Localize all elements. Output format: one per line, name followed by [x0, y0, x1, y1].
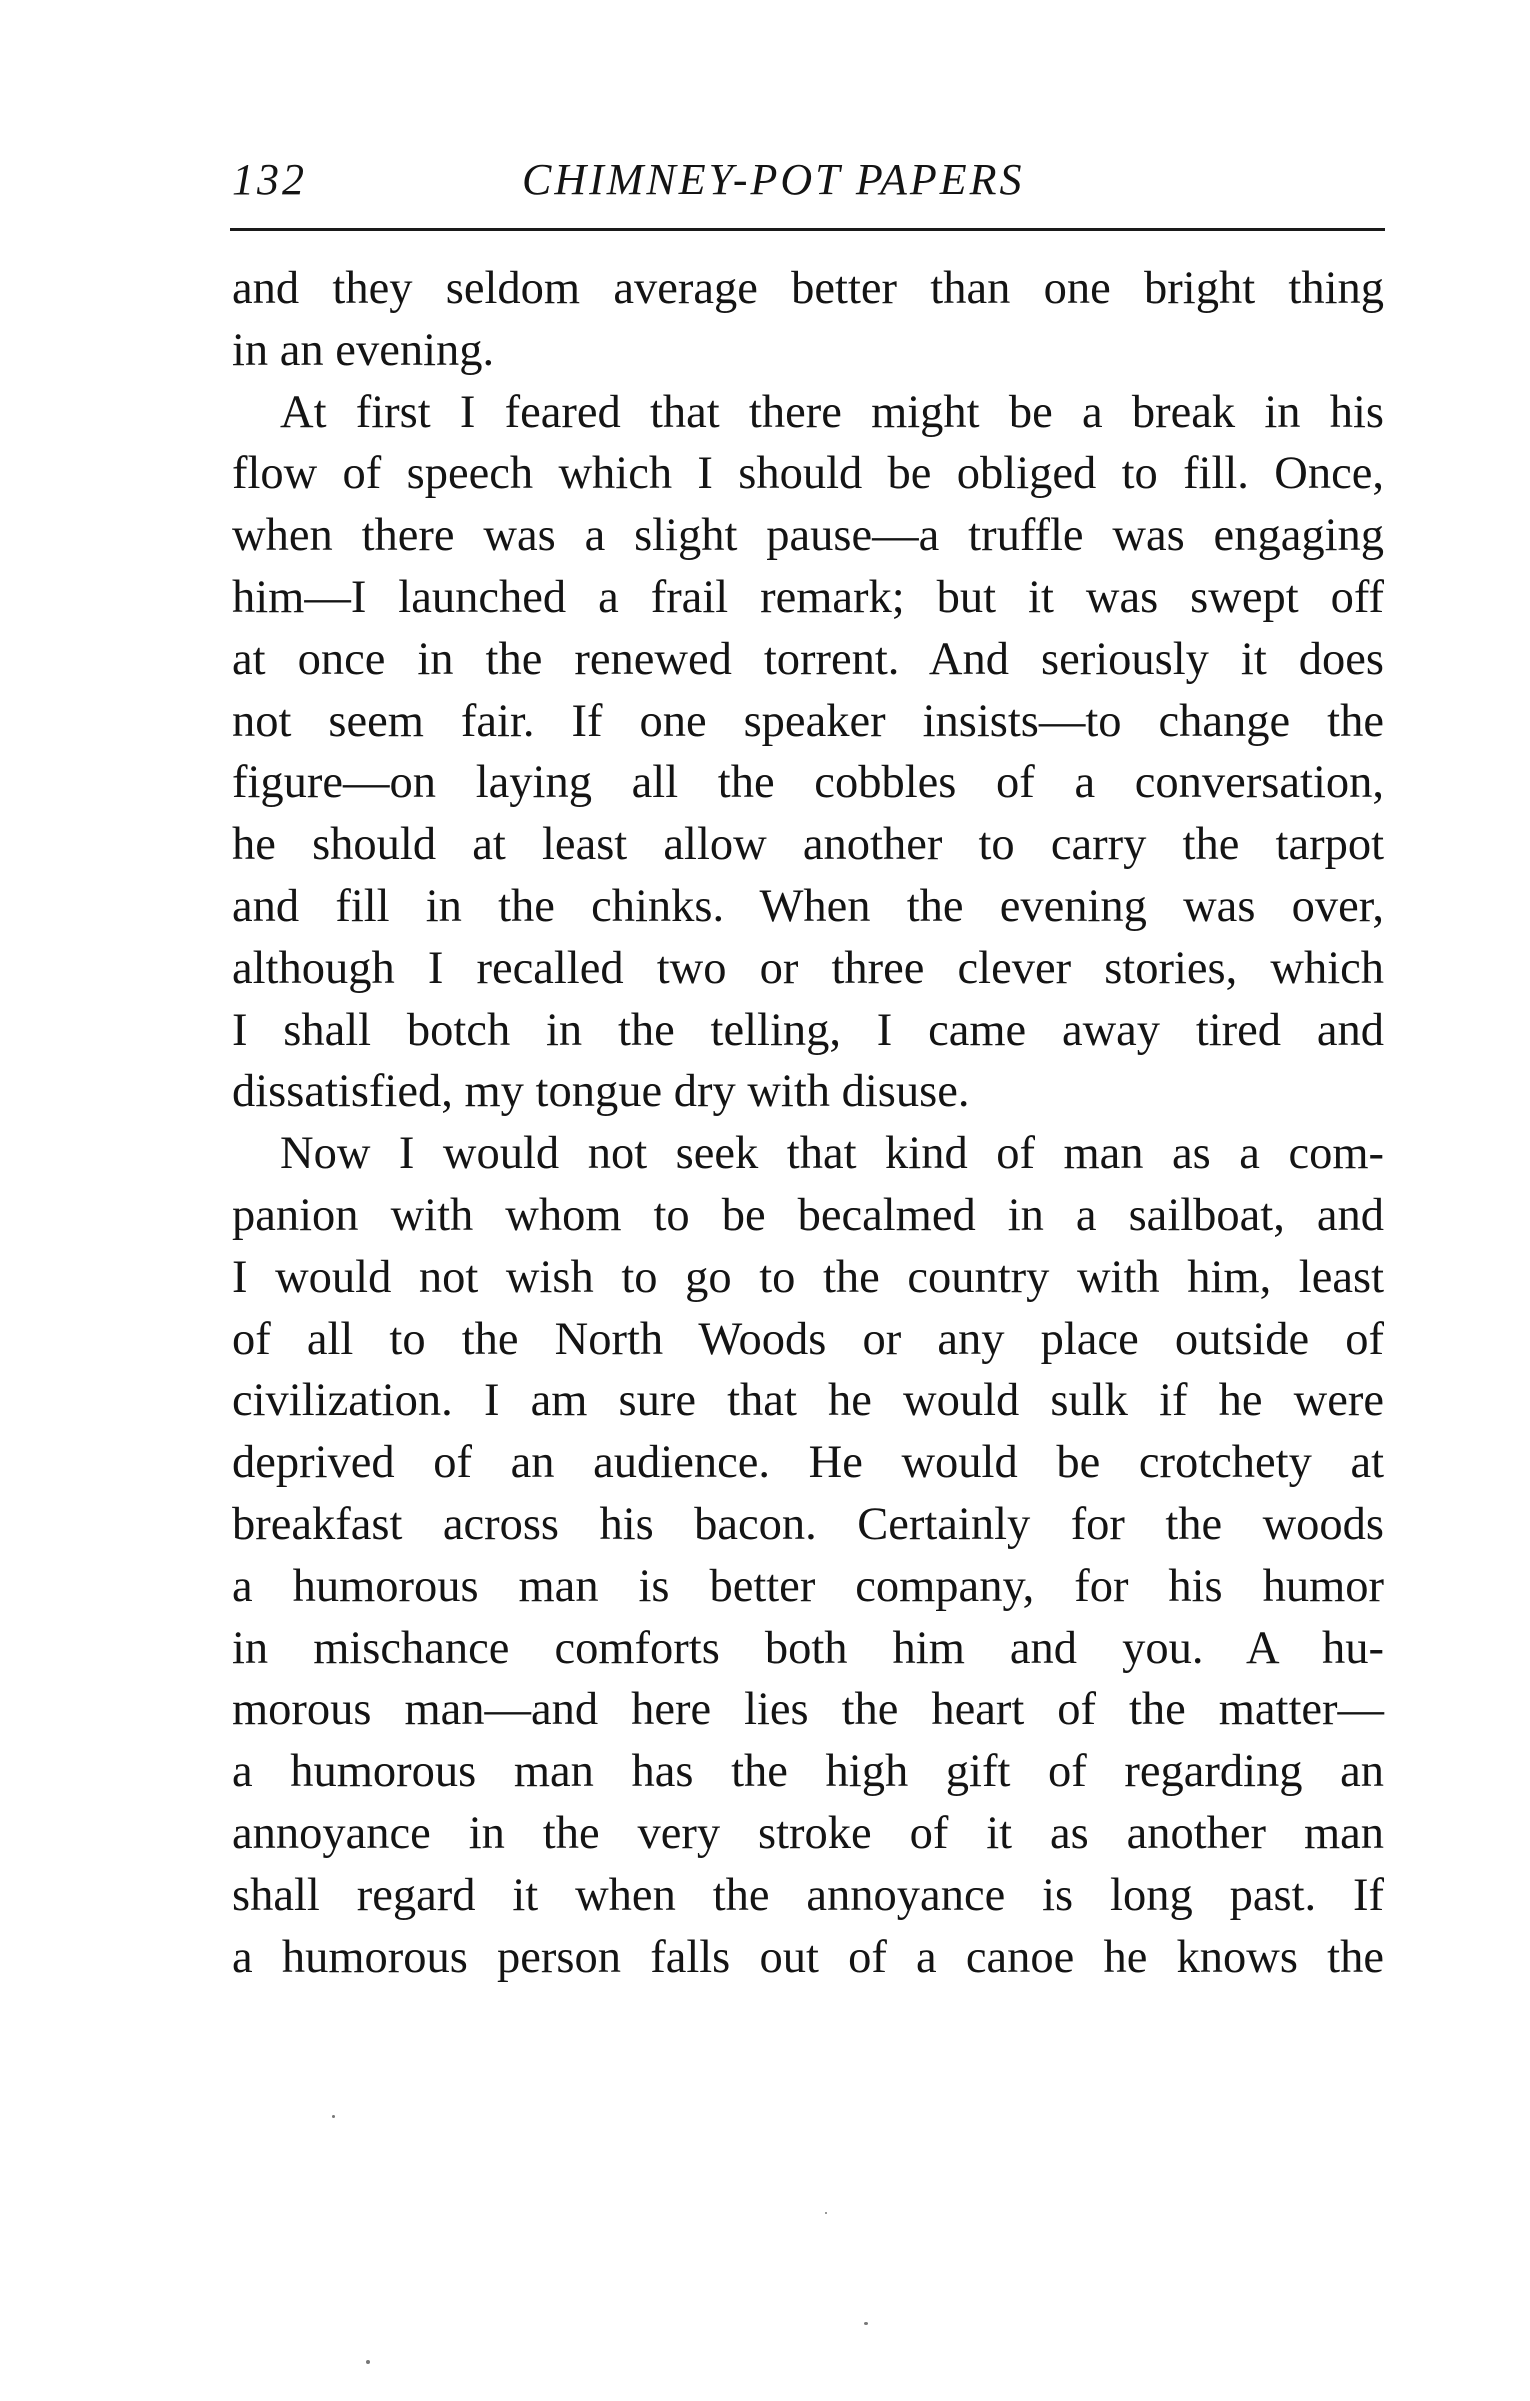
text-line: although I recalled two or three clever stories, which [232, 942, 1384, 994]
text-line: a humorous person falls out of a canoe he knows the [232, 1931, 1384, 1983]
text-line: breakfast across his bacon. Certainly for the woods [232, 1498, 1384, 1550]
speck [864, 2322, 868, 2325]
text-line: a humorous man is better company, for his humor [232, 1560, 1384, 1612]
text-line: civilization. I am sure that he would sulk if he were [232, 1375, 1384, 1427]
text-line: morous man—and here lies the heart of the matter— [232, 1684, 1384, 1736]
text-line: a humorous man has the high gift of regarding an [232, 1746, 1384, 1798]
text-line: he should at least allow another to carry the tarpot [232, 819, 1384, 871]
text-line: in an evening. [232, 324, 495, 376]
text-line: at once in the renewed torrent. And seriously it does [232, 633, 1384, 685]
header-rule [230, 228, 1385, 231]
text-line: him—I launched a frail remark; but it was swept off [232, 571, 1384, 623]
text-line: panion with whom to be becalmed in a sailboat, and [232, 1189, 1384, 1241]
running-head [232, 154, 1382, 214]
text-line: not seem fair. If one speaker insists—to change the [232, 695, 1384, 747]
speck [825, 2212, 827, 2214]
text-line: and they seldom average better than one bright thing [232, 263, 1384, 314]
text-line: figure—on laying all the cobbles of a conversation, [232, 757, 1384, 809]
body-text [232, 258, 1384, 1988]
text-line: when there was a slight pause—a truffle was engaging [232, 510, 1384, 562]
text-line: I shall botch in the telling, I came away tired and [232, 1004, 1384, 1056]
text-line: Now I would not seek that kind of man as a com- [280, 1128, 1384, 1180]
speck [366, 2360, 370, 2364]
text-line: deprived of an audience. He would be crotchety at [232, 1437, 1384, 1489]
text-line: At first I feared that there might be a break in his [280, 386, 1384, 438]
text-line: in mischance comforts both him and you. A hu- [232, 1622, 1384, 1674]
text-line: annoyance in the very stroke of it as another man [232, 1807, 1384, 1859]
text-line: shall regard it when the annoyance is long past. If [232, 1869, 1384, 1921]
page-number: 132 [232, 155, 307, 204]
text-line: flow of speech which I should be obliged to fill. Once, [232, 448, 1384, 500]
book-title: CHIMNEY-POT PAPERS [522, 155, 1025, 204]
speck [332, 2115, 335, 2118]
text-line: I would not wish to go to the country with him, least [232, 1251, 1384, 1303]
text-line: and fill in the chinks. When the evening was over, [232, 880, 1384, 932]
text-line: dissatisfied, my tongue dry with disuse. [232, 1066, 970, 1118]
text-line: of all to the North Woods or any place outside of [232, 1313, 1384, 1365]
